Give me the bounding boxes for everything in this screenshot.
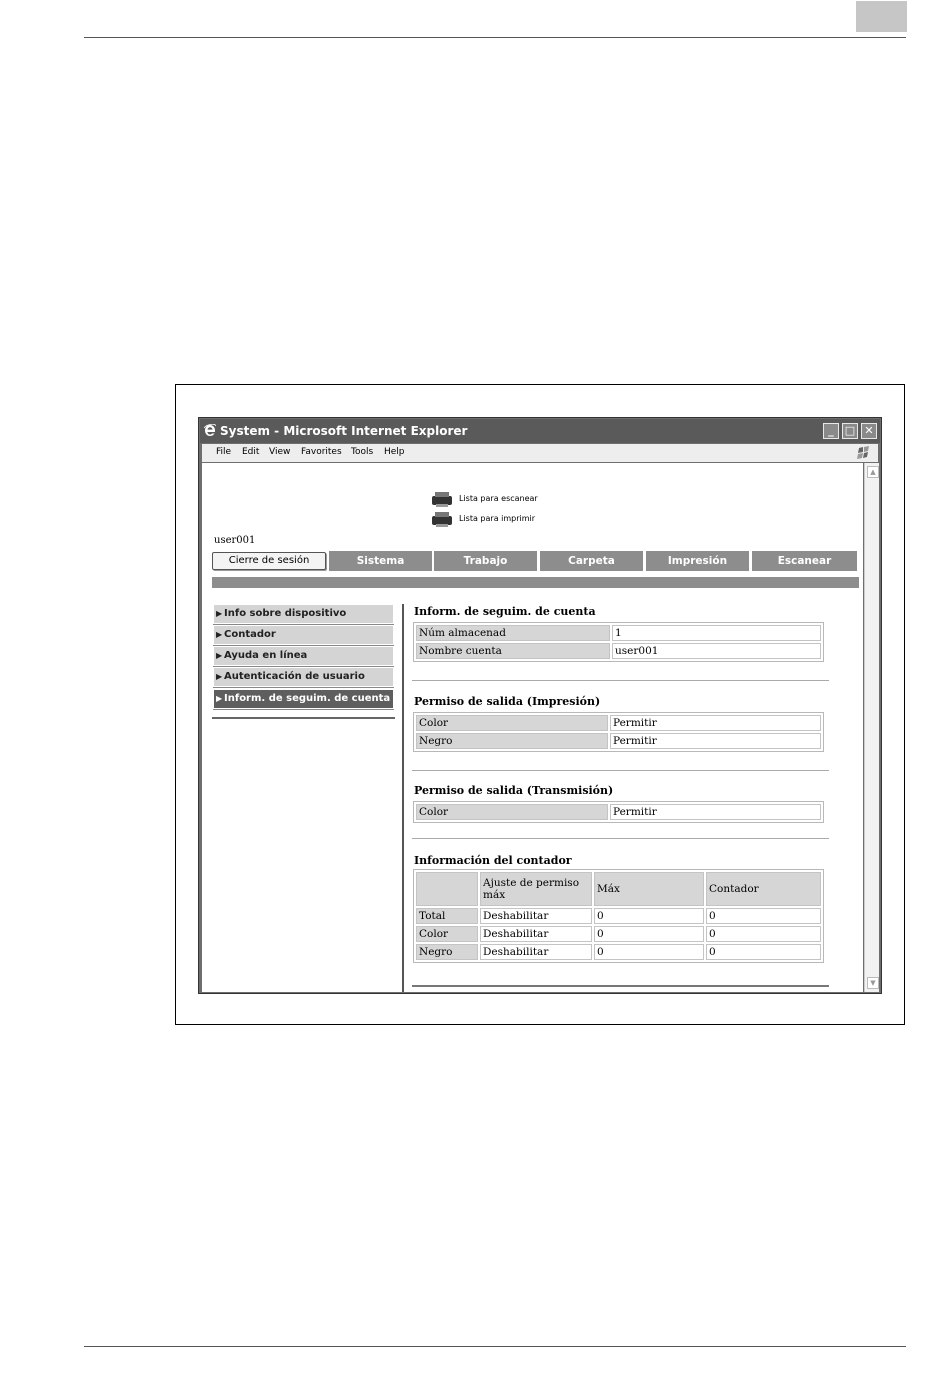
- footer-rule: [84, 1346, 906, 1347]
- sidebar-item-ayuda[interactable]: [213, 646, 394, 666]
- table-cell-label: Núm almacenad: [416, 625, 610, 641]
- tab-underline-bar: [212, 577, 859, 588]
- scanner-icon: [430, 490, 454, 508]
- table-cell-value: 0: [706, 926, 821, 942]
- table-header-row: [416, 872, 821, 906]
- minimize-button[interactable]: _: [823, 423, 839, 439]
- table-row: [416, 625, 821, 641]
- section-separator: [412, 680, 829, 681]
- table-cell-label: Color: [416, 804, 608, 820]
- scroll-up-icon[interactable]: ▲: [867, 466, 879, 478]
- transmission-permission-table: [413, 801, 824, 823]
- table-cell-value: Deshabilitar: [480, 944, 592, 960]
- table-cell-value: 1: [612, 625, 821, 641]
- triangle-right-icon: ▶: [216, 630, 223, 639]
- menu-file[interactable]: File: [216, 447, 232, 457]
- table-cell-label: Total: [416, 908, 478, 924]
- menu-help[interactable]: Help: [384, 447, 405, 457]
- menu-edit[interactable]: Edit: [242, 447, 260, 457]
- menu-tools[interactable]: Tools: [351, 447, 374, 457]
- section-title-counter: Información del contador: [414, 854, 572, 867]
- table-cell-label: Color: [416, 926, 478, 942]
- table-row: [416, 733, 821, 749]
- window-title: System - Microsoft Internet Explorer: [220, 424, 468, 438]
- header-rule: [84, 37, 906, 38]
- page-tab-marker: [856, 1, 907, 32]
- triangle-right-icon: ▶: [216, 694, 223, 703]
- table-cell-value: 0: [594, 908, 704, 924]
- table-cell-label: Negro: [416, 733, 608, 749]
- internet-explorer-icon: [204, 424, 216, 437]
- sidebar-item-contador[interactable]: [213, 625, 394, 645]
- table-header-cell: [416, 872, 478, 906]
- section-title-transmission-permission: Permiso de salida (Transmisión): [414, 784, 614, 797]
- table-cell-label: Negro: [416, 944, 478, 960]
- sidebar-item-label: Info sobre dispositivo: [224, 608, 347, 619]
- scroll-down-icon[interactable]: ▼: [867, 977, 879, 989]
- table-header-cell: Máx: [594, 872, 704, 906]
- menu-favorites[interactable]: Favorites: [301, 447, 342, 457]
- table-cell-value: 0: [706, 944, 821, 960]
- tab-carpeta[interactable]: Carpeta: [539, 551, 643, 571]
- print-permission-table: [413, 712, 824, 752]
- counter-table: [413, 869, 824, 963]
- table-row: [416, 908, 821, 924]
- sidebar-bottom-rule: [212, 717, 395, 719]
- table-row: [416, 715, 821, 731]
- table-row: [416, 804, 821, 820]
- logout-button[interactable]: Cierre de sesión: [212, 552, 326, 570]
- windows-logo-icon: [854, 445, 874, 461]
- section-separator: [412, 985, 829, 987]
- content-divider: [402, 604, 404, 992]
- table-cell-value: Deshabilitar: [480, 908, 592, 924]
- sidebar-item-label: Inform. de seguim. de cuenta: [224, 693, 391, 704]
- sidebar-item-autenticacion[interactable]: [213, 667, 394, 687]
- table-cell-value: user001: [612, 643, 821, 659]
- browser-window: [198, 417, 882, 994]
- triangle-right-icon: ▶: [216, 651, 223, 660]
- sidebar-item-info-dispositivo[interactable]: [213, 604, 394, 624]
- sidebar-item-seguim-cuenta[interactable]: [213, 689, 394, 709]
- close-button[interactable]: ✕: [861, 423, 877, 439]
- section-separator: [412, 770, 829, 771]
- sidebar-item-label: Ayuda en línea: [224, 650, 308, 661]
- user-name: user001: [214, 535, 256, 546]
- section-title-account: Inform. de seguim. de cuenta: [414, 605, 596, 618]
- vertical-scrollbar[interactable]: [864, 463, 879, 992]
- table-cell-value: Deshabilitar: [480, 926, 592, 942]
- table-row: [416, 926, 821, 942]
- table-row: [416, 944, 821, 960]
- table-cell-value: 0: [594, 926, 704, 942]
- menu-view[interactable]: View: [269, 447, 291, 457]
- page-content: [202, 463, 863, 992]
- print-status: Lista para imprimir: [459, 514, 536, 523]
- sidebar-item-label: Contador: [224, 629, 276, 640]
- printer-icon: [430, 510, 454, 528]
- tab-escanear[interactable]: Escanear: [751, 551, 857, 571]
- table-cell-label: Nombre cuenta: [416, 643, 610, 659]
- table-cell-value: 0: [706, 908, 821, 924]
- menu-bar: [202, 444, 878, 462]
- table-cell-label: Color: [416, 715, 608, 731]
- table-header-cell: Ajuste de permiso máx: [480, 872, 592, 906]
- maximize-button[interactable]: □: [842, 423, 858, 439]
- section-separator: [412, 838, 829, 839]
- tab-trabajo[interactable]: Trabajo: [433, 551, 537, 571]
- section-title-print-permission: Permiso de salida (Impresión): [414, 695, 601, 708]
- scan-status: Lista para escanear: [459, 494, 538, 503]
- sidebar-item-label: Autenticación de usuario: [224, 671, 365, 682]
- table-cell-value: Permitir: [610, 715, 821, 731]
- table-cell-value: Permitir: [610, 804, 821, 820]
- table-cell-value: Permitir: [610, 733, 821, 749]
- tab-impresion[interactable]: Impresión: [645, 551, 749, 571]
- triangle-right-icon: ▶: [216, 609, 223, 618]
- title-bar[interactable]: [200, 419, 880, 443]
- table-row: [416, 643, 821, 659]
- account-table: [413, 622, 824, 662]
- table-header-cell: Contador: [706, 872, 821, 906]
- tab-sistema[interactable]: Sistema: [328, 551, 432, 571]
- table-cell-value: 0: [594, 944, 704, 960]
- triangle-right-icon: ▶: [216, 672, 223, 681]
